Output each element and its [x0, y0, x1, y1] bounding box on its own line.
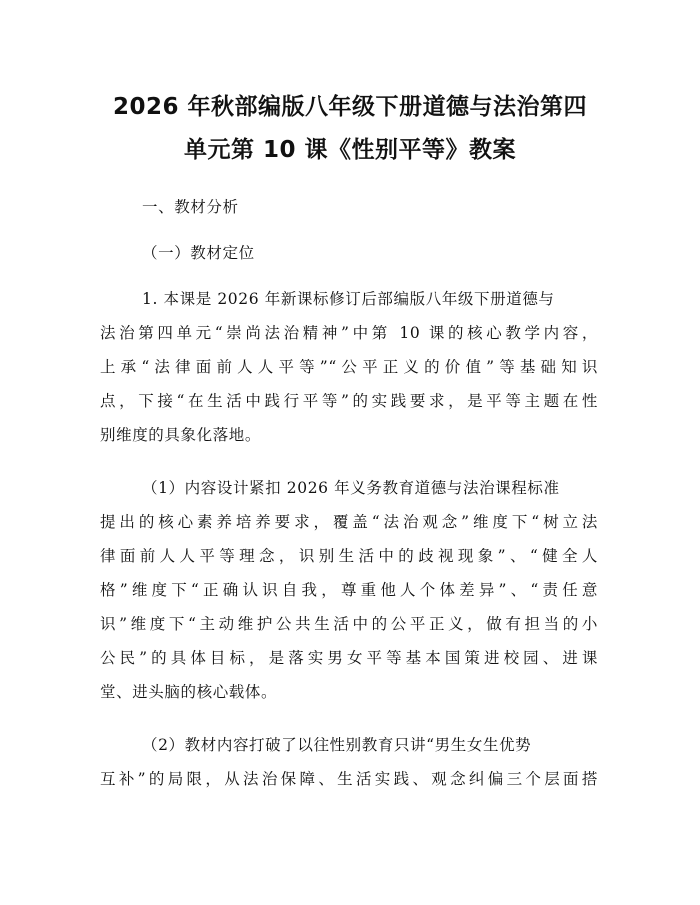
- paragraph-2-line: 公民”的具体目标，是落实男女平等基本国策进校园、进课: [100, 649, 598, 667]
- paragraph-1-line: 上承“法律面前人人平等”“公平正义的价值”等基础知识: [100, 358, 598, 376]
- paragraph-3-line: （2）教材内容打破了以往性别教育只讲“男生女生优势: [142, 736, 532, 754]
- subsection-heading: （一）教材定位: [142, 244, 255, 262]
- paragraph-2-line: （1）内容设计紧扣 2026 年义务教育道德与法治课程标准: [142, 479, 560, 497]
- paragraph-2-line: 识”维度下“主动维护公共生活中的公平正义，做有担当的小: [100, 615, 598, 633]
- paragraph-1-line: 点，下接“在生活中践行平等”的实践要求，是平等主题在性: [100, 392, 598, 410]
- paragraph-2-line: 格”维度下“正确认识自我，尊重他人个体差异”、“责任意: [100, 581, 598, 599]
- paragraph-3-line: 互补”的局限，从法治保障、生活实践、观念纠偏三个层面搭: [100, 770, 598, 788]
- paragraph-2-line: 提出的核心素养培养要求，覆盖“法治观念”维度下“树立法: [100, 513, 598, 531]
- paragraph-1-line: 法治第四单元“崇尚法治精神”中第 10 课的核心教学内容，: [100, 324, 598, 342]
- section-heading: 一、教材分析: [142, 198, 239, 216]
- paragraph-1-line: 1. 本课是 2026 年新课标修订后部编版八年级下册道德与: [142, 290, 555, 308]
- title-line-2: 单元第 10 课《性别平等》教案: [183, 137, 517, 163]
- paragraph-2-line: 律面前人人平等理念，识别生活中的歧视现象”、“健全人: [100, 547, 598, 565]
- title-line-1: 2026 年秋部编版八年级下册道德与法治第四: [112, 94, 588, 120]
- paragraph-2-line: 堂、进头脑的核心载体。: [100, 683, 278, 701]
- paragraph-1-line: 别维度的具象化落地。: [100, 426, 262, 444]
